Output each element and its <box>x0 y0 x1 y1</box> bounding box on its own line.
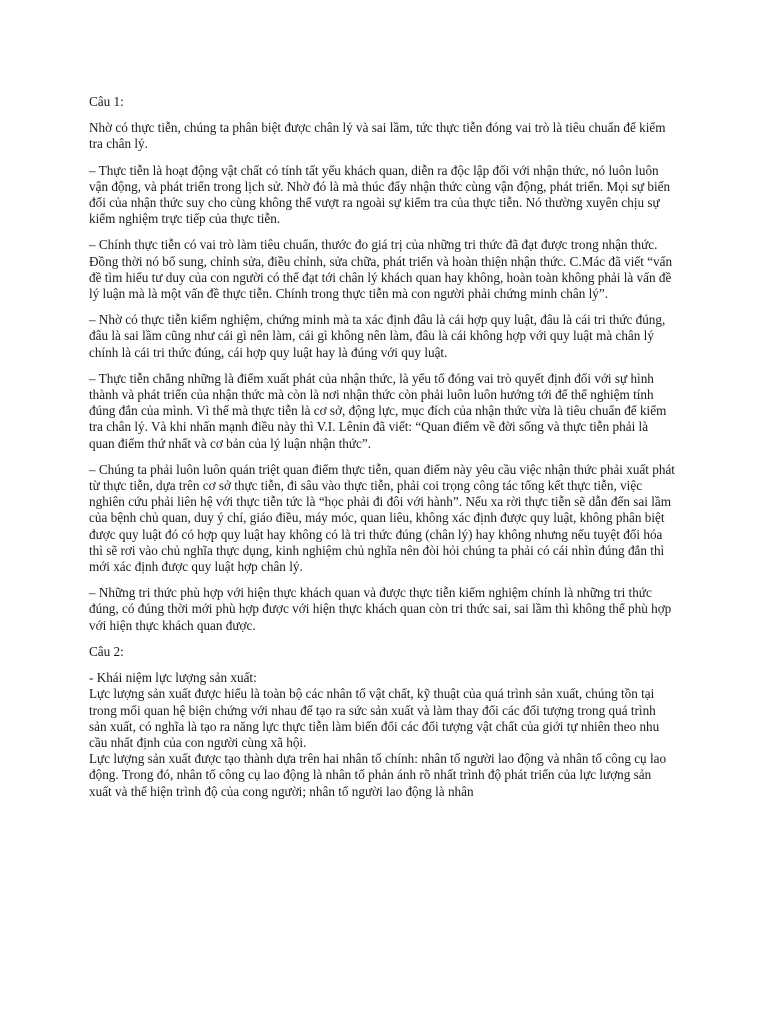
q1-paragraph-6: – Chúng ta phải luôn luôn quán triệt quan điểm thực tiễn, quan điểm này yêu cầu việc nhận thức phải xuất phát từ thực tiễn, dựa trên cơ sở thực tiễn, đi sâu vào thực tiễn, phải coi trọng công tác tổng kết thực tiễn, việc nghiên cứu phải liên hệ với thực tiễn tức là “học phải đi đôi với hành”. Nếu xa rời thực tiễn sẽ dẫn đến sai lầm của bệnh chủ quan, duy ý chí, giáo điều, máy móc, quan liêu, không xác định được quy luật, không phân biệt được quy luật đó có hợp quy luật hay không có là tri thức đúng (chân lý) hay không nhưng nếu tuyệt đối hóa thì sẽ rơi vào chủ nghĩa thực dụng, kinh nghiệm chủ nghĩa nên đòi hỏi chúng ta phải có cái nhìn đúng đắn thì mới xác định được quy luật hợp chân lý. <box>89 461 675 575</box>
q2-heading: Câu 2: <box>89 643 124 659</box>
q1-paragraph-3: – Chính thực tiễn có vai trò làm tiêu chuẩn, thước đo giá trị của những tri thức đã đạt được trong nhận thức. Đồng thời nó bổ sung, chỉnh sửa, điều chỉnh, sửa chữa, phát triển và hoàn thiện nhận thức. C.Mác đã viết “vấn đề tìm hiểu tư duy của con người có thể đạt tới chân lý khách quan hay không, hoàn toàn không phải là vấn đề lý luận mà là một vấn đề thực tiễn. Chính trong thực tiễn mà con người phải chứng minh chân lý”. <box>89 237 673 302</box>
q2-line-1: - Khái niệm lực lượng sản xuất: <box>89 670 257 686</box>
q1-paragraph-4: – Nhờ có thực tiễn kiểm nghiệm, chứng minh mà ta xác định đâu là cái hợp quy luật, đâu là cái tri thức đúng, đâu là sai lầm cũng như cái gì nên làm, cái gì không nên làm, đâu là cái không hợp với quy luật mà chân lý chính là cái tri thức đúng, cái hợp quy luật hay là đúng với quy luật. <box>89 312 666 360</box>
q1-paragraph-5: – Thực tiễn chẳng những là điểm xuất phát của nhận thức, là yếu tố đóng vai trò quyết định đối với sự hình thành và phát triển của nhận thức mà còn là nơi nhận thức còn phải luôn luôn hướng tới để thể nghiệm tính đúng đắn của mình. Vì thế mà thực tiễn là cơ sở, động lực, mục đích của nhận thức vừa là tiêu chuẩn để kiểm tra chân lý. Và khi nhấn mạnh điều này thì V.I. Lênin đã viết: “Quan điểm về đời sống và thực tiễn phải là quan điểm thứ nhất và cơ bản của lý luận nhận thức”. <box>89 370 667 451</box>
q1-paragraph-7: – Những tri thức phù hợp với hiện thực khách quan và được thực tiễn kiểm nghiệm chính là những tri thức đúng, có đúng thời mới phù hợp được với hiện thực khách quan còn tri thức sai, sai lầm thì không thể phù hợp với hiện thực khách quan được. <box>89 585 672 633</box>
q2-body <box>89 670 676 800</box>
q1-paragraph-2: – Thực tiễn là hoạt động vật chất có tính tất yếu khách quan, diễn ra độc lập đối với nhận thức, nó luôn luôn vận động, và phát triển trong lịch sử. Nhờ đó là mà thúc đẩy nhận thức cùng vận động, phát triển. Mọi sự biến đổi của nhận thức suy cho cùng không thể vượt ra ngoài sự kiểm tra của thực tiễn. Nó thường xuyên chịu sự kiểm nghiệm trực tiếp của thực tiễn. <box>89 162 671 227</box>
q1-heading: Câu 1: <box>89 94 124 109</box>
q2-line-3: Lực lượng sản xuất được tạo thành dựa trên hai nhân tố chính: nhân tố người lao động và nhân tố công cụ lao động. Trong đó, nhân tố công cụ lao động là nhân tố phản ánh rõ nhất trình độ phát triển của lực lượng sản xuất và thể hiện trình độ của cong người; nhân tố người lao động là nhân <box>89 751 667 799</box>
q1-paragraph-1: Nhờ có thực tiễn, chúng ta phân biệt được chân lý và sai lầm, tức thực tiễn đóng vai trò là tiêu chuẩn để kiểm tra chân lý. <box>89 120 666 152</box>
q2-line-2: Lực lượng sản xuất được hiểu là toàn bộ các nhân tố vật chất, kỹ thuật của quá trình sản xuất, chúng tồn tại trong mối quan hệ biện chứng với nhau để tạo ra sức sản xuất và làm thay đổi các đối tượng trong quá trình sản xuất, có nghĩa là tạo ra năng lực thực tiễn làm biến đổi các đối tượng vật chất của giới tự nhiên theo nhu cầu nhất định của con người cùng xã hội. <box>89 686 660 750</box>
